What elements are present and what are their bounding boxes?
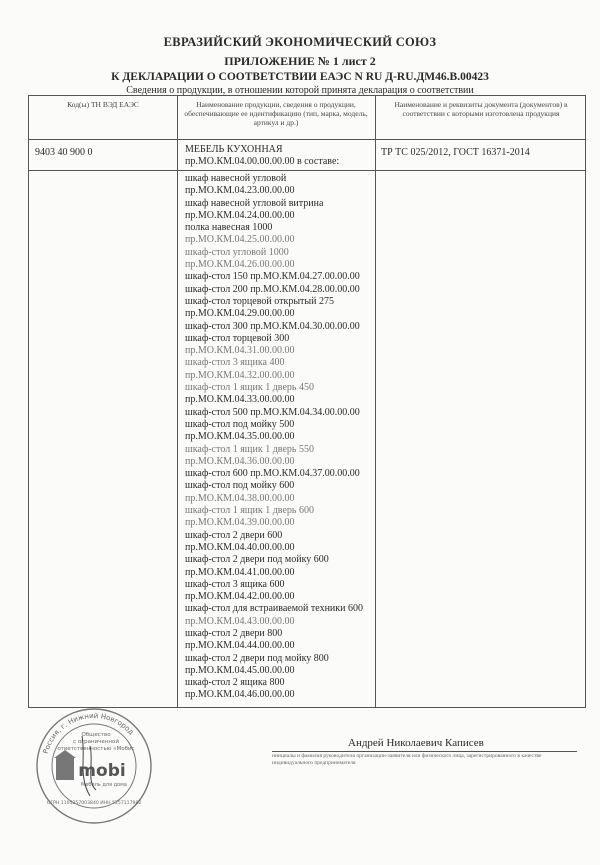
tnved-code: 9403 40 900 0	[35, 147, 93, 158]
list-item: пр.МО.КМ.04.35.00.00.00	[185, 431, 295, 443]
mobi-logo-icon	[54, 750, 76, 780]
list-item: пр.МО.КМ.04.36.00.00.00	[185, 455, 295, 467]
declaration-number: К ДЕКЛАРАЦИИ О СООТВЕТСТВИИ ЕАЭС N RU Д-RU.ДМ46.В.00423	[111, 71, 489, 83]
column-header-code: Код(ы) ТН ВЭД ЕАЭС	[67, 100, 139, 109]
list-item: пр.МО.КМ.04.39.00.00.00	[185, 517, 295, 529]
list-item: пр.МО.КМ.04.44.00.00.00	[185, 640, 295, 652]
column-header-documents: Наименование и реквизиты документа (документов) в соответствии с которыми изготовлена продукция	[394, 100, 568, 118]
list-item: пр.МО.КМ.04.31.00.00.00	[185, 345, 295, 357]
column-header-product: Наименование продукции, сведения о продукции, обеспечивающие ее идентификацию (тип, марка, модель, артикул и др.)	[184, 100, 368, 127]
list-item: пр.МО.КМ.04.24.00.00.00	[185, 209, 295, 221]
union-title: ЕВРАЗИЙСКИЙ ЭКОНОМИЧЕСКИЙ СОЮЗ	[163, 35, 437, 49]
list-item: шкаф-стол 500 пр.МО.КМ.04.34.00.00.00	[185, 406, 360, 418]
list-item: шкаф-стол 3 ящика 600	[185, 578, 285, 590]
list-item: пр.МО.КМ.04.43.00.00.00	[185, 615, 295, 627]
list-item: пр.МО.КМ.04.41.00.00.00	[185, 566, 295, 578]
list-item: пр.МО.КМ.04.23.00.00.00	[185, 185, 295, 197]
products-table	[28, 95, 586, 708]
products-subtitle: Сведения о продукции, в отношении которой принята декларация о соответствии	[126, 85, 474, 96]
list-item: пр.МО.КМ.04.40.00.00.00	[185, 541, 295, 553]
list-item: пр.МО.КМ.04.25.00.00.00	[185, 234, 295, 246]
list-item: пр.МО.КМ.04.42.00.00.00	[185, 591, 295, 603]
product-title: МЕБЕЛЬ КУХОННАЯ	[185, 144, 283, 155]
stamp-brand-sub: Мебель для дома	[81, 782, 127, 788]
list-item: шкаф-стол 1 ящик 1 дверь 550	[185, 443, 314, 455]
list-item: шкаф навесной угловой	[185, 173, 287, 184]
list-item: пр.МО.КМ.04.38.00.00.00	[185, 492, 295, 504]
signatory-name: Андрей Николаевич Каписев	[348, 737, 484, 749]
row-divider	[29, 170, 585, 171]
stamp-ids: ОГРН 1105257003840 ИНН 5257117982	[46, 801, 142, 806]
list-item: шкаф-стол 2 двери 600	[185, 529, 283, 541]
signatory-caption: инициалы и фамилия руководителя организации-заявителя или физического лица, зарегистрированного в качестве индивидуального предпринимателя	[272, 753, 542, 766]
list-item: шкаф-стол торцевой открытый 275	[185, 295, 334, 307]
list-item: шкаф-стол 1 ящик 1 дверь 450	[185, 382, 314, 394]
list-item: шкаф-стол угловой 1000	[185, 246, 289, 258]
stamp-ring-text: Россия, г. Нижний Новгород	[41, 711, 136, 755]
list-item: пр.МО.КМ.04.32.00.00.00	[185, 369, 295, 381]
list-item: шкаф-стол торцевой 300	[185, 332, 290, 344]
header-divider	[29, 139, 585, 140]
list-item: пр.МО.КМ.04.26.00.00.00	[185, 259, 295, 271]
list-item: шкаф-стол 2 двери под мойку 800	[185, 652, 329, 664]
stamp-brand: mobi	[78, 761, 126, 781]
column-divider	[375, 96, 376, 707]
list-item: шкаф-стол 2 ящика 800	[185, 677, 285, 689]
stamp-line1: Общество	[81, 732, 111, 738]
list-item: пр.МО.КМ.04.33.00.00.00	[185, 394, 295, 406]
list-item: шкаф-стол 600 пр.МО.КМ.04.37.00.00.00	[185, 468, 360, 480]
list-item: шкаф-стол 2 двери под мойку 600	[185, 554, 329, 566]
list-item: шкаф навесной угловой витрина	[185, 197, 324, 209]
standards-reference: ТР ТС 025/2012, ГОСТ 16371-2014	[381, 147, 530, 158]
list-item: полка навесная 1000	[185, 222, 273, 234]
component-list	[185, 173, 373, 702]
stamp-line3: ответственностью «Мобис	[57, 746, 135, 752]
stamp-line2: с ограниченной	[73, 739, 119, 745]
list-item: пр.МО.КМ.04.45.00.00.00	[185, 664, 295, 676]
list-item: пр.МО.КМ.04.46.00.00.00	[185, 689, 295, 701]
appendix-title: ПРИЛОЖЕНИЕ № 1 лист 2	[224, 54, 376, 68]
list-item: шкаф-стол 200 пр.МО.КМ.04.28.00.00.00	[185, 283, 360, 295]
list-item: шкаф-стол 2 двери 800	[185, 627, 283, 639]
company-stamp	[34, 706, 154, 826]
list-item: шкаф-стол для встраиваемой техники 600	[185, 603, 363, 615]
column-divider	[177, 96, 178, 707]
list-item: шкаф-стол 3 ящика 400	[185, 357, 285, 369]
list-item: шкаф-стол под мойку 500	[185, 418, 295, 430]
list-item: шкаф-стол 1 ящик 1 дверь 600	[185, 505, 314, 517]
list-item: шкаф-стол под мойку 600	[185, 480, 295, 492]
list-item: шкаф-стол 150 пр.МО.КМ.04.27.00.00.00	[185, 271, 360, 283]
product-name	[185, 144, 339, 168]
list-item: пр.МО.КМ.04.29.00.00.00	[185, 308, 295, 320]
signature-line	[272, 751, 577, 752]
list-item: шкаф-стол 300 пр.МО.КМ.04.30.00.00.00	[185, 320, 360, 332]
product-article: пр.МО.КМ.04.00.00.00.00 в составе:	[185, 156, 340, 167]
